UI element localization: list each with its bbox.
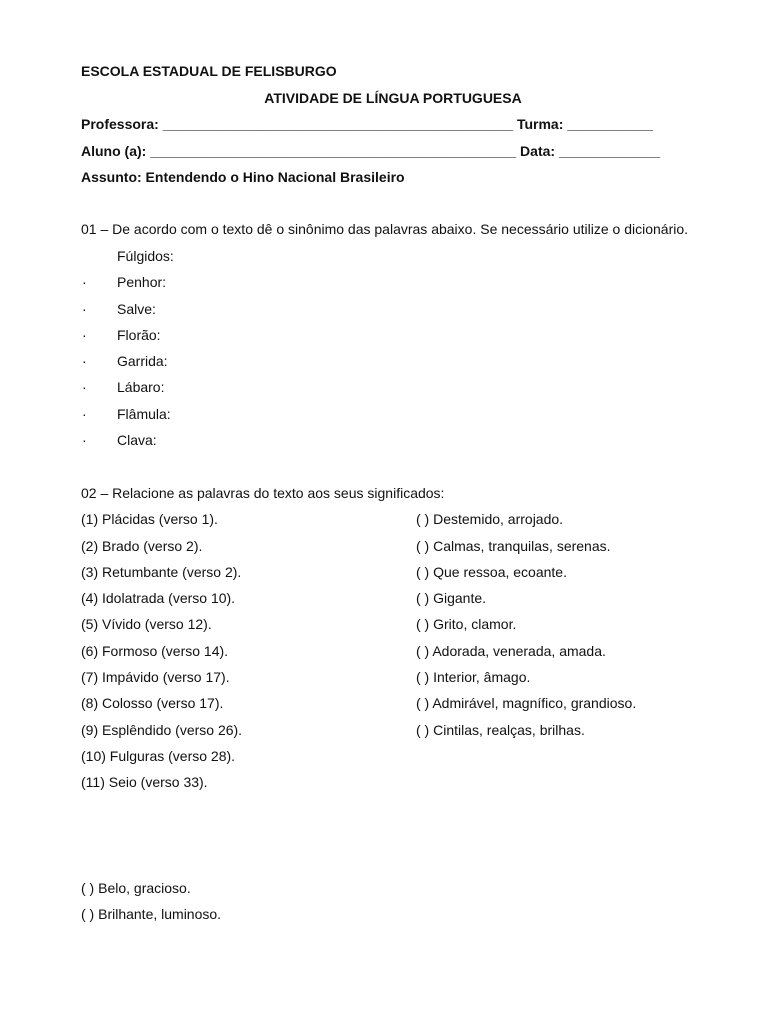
question-2-word: (9) Esplêndido (verso 26). bbox=[81, 722, 243, 738]
question-1-item: Lábaro: bbox=[117, 379, 165, 395]
question-2-meaning: ( ) Admirável, magnífico, grandioso. bbox=[416, 695, 637, 711]
question-2-meaning: ( ) Destemido, arrojado. bbox=[416, 511, 564, 527]
question-2-extra-meaning: ( ) Belo, gracioso. bbox=[81, 880, 191, 896]
question-2-word: (11) Seio (verso 33). bbox=[81, 774, 208, 790]
question-2-meaning: ( ) Calmas, tranquilas, serenas. bbox=[416, 538, 611, 554]
bullet-icon: · bbox=[82, 301, 87, 317]
question-1-item: Garrida: bbox=[117, 353, 168, 369]
professora-turma-line: Professora: _____________________________________________ Turma: ___________ bbox=[81, 116, 653, 132]
question-2-word: (2) Brado (verso 2). bbox=[81, 538, 203, 554]
page-title: ATIVIDADE DE LÍNGUA PORTUGUESA bbox=[264, 90, 522, 106]
question-2-meaning: ( ) Grito, clamor. bbox=[416, 616, 517, 632]
question-2-word: (4) Idolatrada (verso 10). bbox=[81, 590, 236, 606]
question-1-item: Clava: bbox=[117, 432, 157, 448]
question-1-item: Salve: bbox=[117, 301, 156, 317]
question-1-item: Penhor: bbox=[117, 274, 167, 290]
bullet-icon: · bbox=[82, 327, 87, 343]
question-2-prompt: 02 – Relacione as palavras do texto aos seus significados: bbox=[81, 485, 445, 501]
question-1-first-word: Fúlgidos: bbox=[117, 248, 174, 264]
question-2-meaning: ( ) Interior, âmago. bbox=[416, 669, 531, 685]
school-name: ESCOLA ESTADUAL DE FELISBURGO bbox=[81, 63, 337, 79]
bullet-icon: · bbox=[82, 353, 87, 369]
question-1-item: Flâmula: bbox=[117, 406, 171, 422]
question-2-word: (3) Retumbante (verso 2). bbox=[81, 564, 242, 580]
bullet-icon: · bbox=[82, 274, 87, 290]
bullet-icon: · bbox=[82, 406, 87, 422]
question-2-word: (10) Fulguras (verso 28). bbox=[81, 748, 236, 764]
question-2-word: (1) Plácidas (verso 1). bbox=[81, 511, 218, 527]
question-2-word: (7) Impávido (verso 17). bbox=[81, 669, 230, 685]
question-2-word: (5) Vívido (verso 12). bbox=[81, 616, 212, 632]
bullet-icon: · bbox=[82, 379, 87, 395]
assunto-line: Assunto: Entendendo o Hino Nacional Brasileiro bbox=[81, 169, 405, 185]
question-2-meaning: ( ) Cintilas, realças, brilhas. bbox=[416, 722, 585, 738]
question-2-word: (6) Formoso (verso 14). bbox=[81, 643, 229, 659]
question-2-meaning: ( ) Adorada, venerada, amada. bbox=[416, 643, 606, 659]
aluno-data-line: Aluno (a): _______________________________________________ Data: _____________ bbox=[81, 143, 661, 159]
bullet-icon: · bbox=[82, 432, 87, 448]
question-1-item: Florão: bbox=[117, 327, 161, 343]
question-2-extra-meaning: ( ) Brilhante, luminoso. bbox=[81, 906, 222, 922]
question-2-meaning: ( ) Que ressoa, ecoante. bbox=[416, 564, 567, 580]
question-2-meaning: ( ) Gigante. bbox=[416, 590, 487, 606]
question-2-word: (8) Colosso (verso 17). bbox=[81, 695, 224, 711]
question-1-prompt: 01 – De acordo com o texto dê o sinônimo das palavras abaixo. Se necessário utilize o dicionário. bbox=[81, 221, 689, 237]
